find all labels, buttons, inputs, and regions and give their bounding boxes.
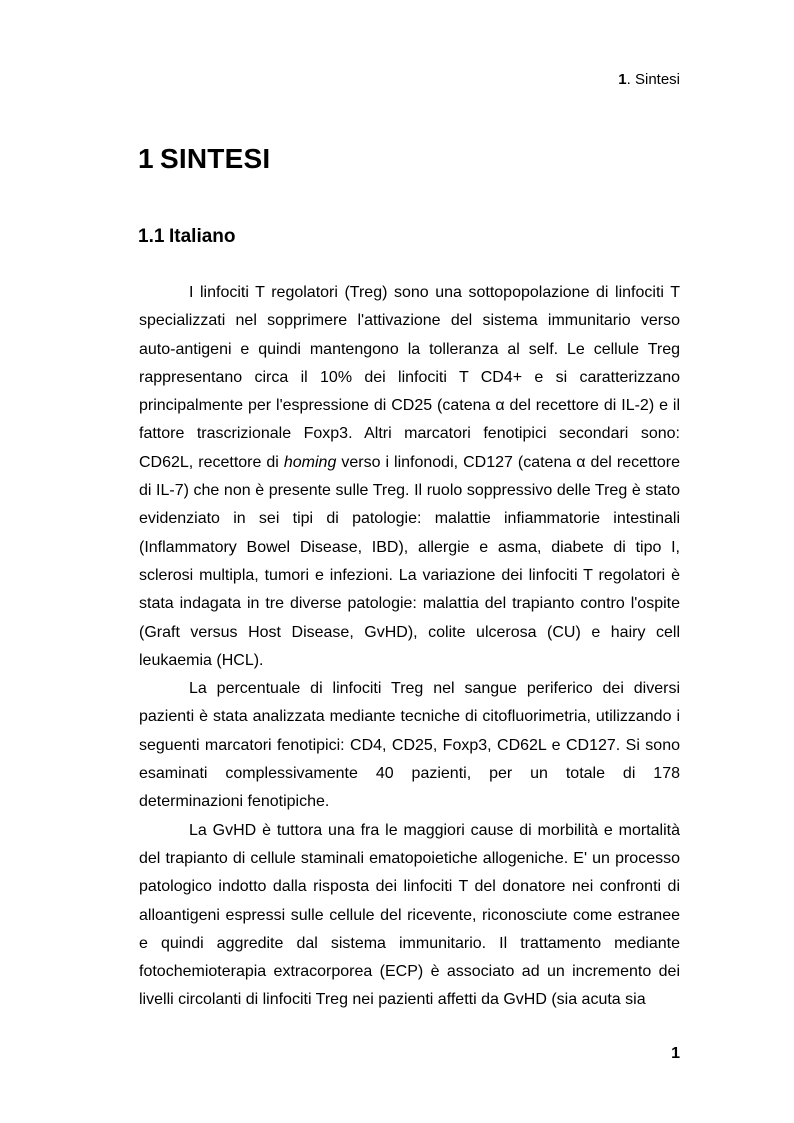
running-header-chapter-number: 1	[618, 71, 627, 88]
paragraph-2: La percentuale di linfociti Treg nel sangue periferico dei diversi pazienti è stata analizzata mediante tecniche di citofluorimetria, utilizzando i seguenti marcatori fenotipici: CD4, CD25, Foxp3, CD62L e CD127. Si sono esaminati complessivamente 40 pazienti, per un totale di 178 determinazioni fenotipiche.	[139, 680, 680, 811]
chapter-title-number: 1	[138, 143, 154, 174]
page-number: 1	[671, 1045, 680, 1062]
paragraph-1-italic-term: homing	[283, 453, 337, 471]
chapter-title	[138, 143, 270, 175]
paragraph-1	[139, 279, 680, 675]
section-heading-text: Italiano	[169, 226, 236, 247]
running-header-chapter-label: . Sintesi	[626, 71, 680, 88]
body-text	[139, 279, 680, 1015]
running-header	[618, 71, 680, 89]
paragraph-1-text-b: verso i linfonodi, CD127 (catena α del recettore di IL-7) che non è presente sulle Treg. Il ruolo soppressivo delle Treg è stato evidenziato in sei tipi di patologie: malattie infiammatorie intestinali (Inflammatory Bowel Disease, IBD), allergie e asma, diabete di tipo I, sclerosi multipla, tumori e infezioni. La variazione dei linfociti T regolatori è stata indagata in tre diverse patologie: malattia del trapianto contro l'ospite (Graft versus Host Disease, GvHD), colite ulcerosa (CU) e hairy cell leukaemia (HCL).	[139, 453, 681, 669]
section-heading	[138, 226, 236, 248]
section-heading-number: 1.1	[138, 226, 165, 247]
chapter-title-text: SINTESI	[160, 143, 271, 174]
paragraph-3: La GvHD è tuttora una fra le maggiori cause di morbilità e mortalità del trapianto di cellule staminali ematopoietiche allogeniche. E' un processo patologico indotto dalla risposta dei linfociti T del donatore nei confronti di alloantigeni espressi sulle cellule del ricevente, riconosciute come estranee e quindi aggredite dal sistema immunitario. Il trattamento mediante fotochemioterapia extracorporea (ECP) è associato ad un incremento dei livelli circolanti di linfociti Treg nei pazienti affetti da GvHD (sia acuta sia	[139, 821, 680, 1009]
paragraph-1-text-a: I linfociti T regolatori (Treg) sono una sottopopolazione di linfociti T specializzati nel sopprimere l'attivazione del sistema immunitario verso auto-antigeni e quindi mantengono la tolleranza al self. Le cellule Treg rappresentano circa il 10% dei linfociti T CD4+ e si caratterizzano principalmente per l'espressione di CD25 (catena α del recettore di IL-2) e il fattore trascrizionale Foxp3. Altri marcatori fenotipici secondari sono: CD62L, recettore di	[139, 284, 680, 471]
